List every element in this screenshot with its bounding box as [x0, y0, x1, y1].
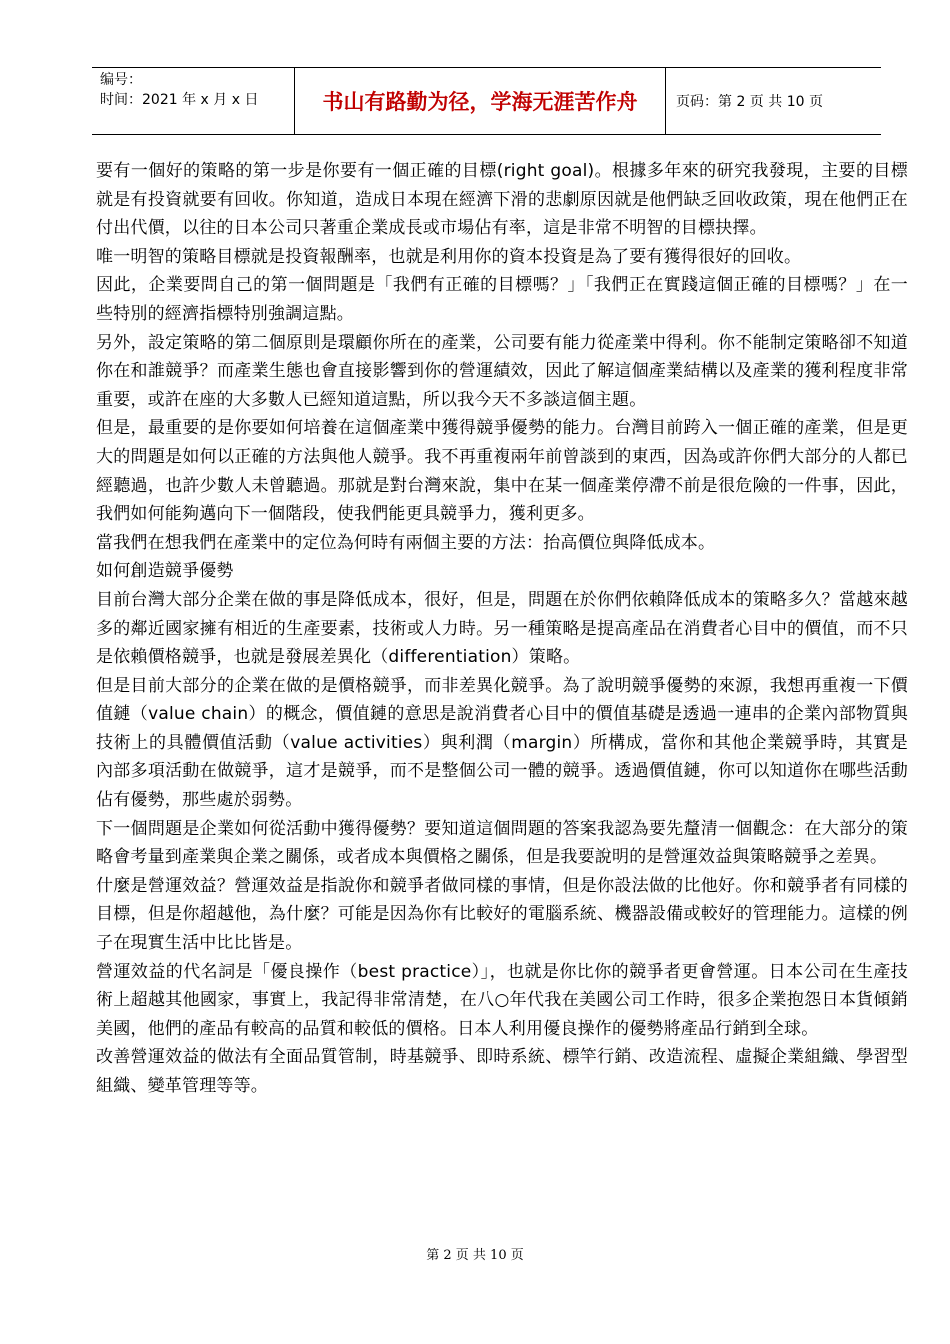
paragraph: 因此，企業要問自己的第一個問題是「我們有正確的目標嗎？」「我們正在實踐這個正確的目標嗎？」在一些特別的經濟指標特別強調這點。 — [96, 275, 908, 324]
document-body — [96, 157, 908, 1101]
header-motto: 书山有路勤为径，学海无涯苦作舟 — [294, 68, 666, 134]
paragraph: 但是目前大部分的企業在做的是價格競爭，而非差異化競爭。為了說明競爭優勢的來源，我想再重複一下價值鏈（value chain）的概念，價值鏈的意思是說消費者心目中的價值基礎是透過一連串的企業內部物質與技術上的具體價值活動（value activities）與利潤（margin）所構成，當你和其他企業競爭時，其實是內部多項活動在做競爭，這才是競爭，而不是整個公司一體的競爭。透過價值鏈，你可以知道你在哪些活動佔有優勢，那些處於弱勢。 — [96, 675, 908, 811]
header-meta — [92, 68, 294, 134]
paragraph: 改善營運效益的做法有全面品質管制，時基競爭、即時系統、標竿行銷、改造流程、虛擬企業組織、學習型組織、變革管理等等。 — [96, 1047, 908, 1096]
page-header — [92, 67, 881, 135]
paragraph: 當我們在想我們在產業中的定位為何時有兩個主要的方法：抬高價位與降低成本。 — [96, 532, 716, 553]
paragraph: 另外，設定策略的第二個原則是環顧你所在的產業，公司要有能力從產業中得利。你不能制定策略卻不知道你在和誰競爭？而產業生態也會直接影響到你的營運績效，因此了解這個產業結構以及產業的獲利程度非常重要，或許在座的大多數人已經知道這點，所以我今天不多談這個主題。 — [96, 332, 908, 410]
section-heading: 如何創造競爭優勢 — [96, 561, 234, 582]
paragraph: 目前台灣大部分企業在做的事是降低成本，很好，但是，問題在於你們依賴降低成本的策略多久？當越來越多的鄰近國家擁有相近的生產要素，技術或人力時。另一種策略是提高產品在消費者心目中的價值，而不只是依賴價格競爭，也就是發展差異化（differentiation）策略。 — [96, 589, 908, 668]
paragraph: 但是，最重要的是你要如何培養在這個產業中獲得競爭優勢的能力。台灣目前跨入一個正確的產業，但是更大的問題是如何以正確的方法與他人競爭。我不再重複兩年前曾談到的東西，因為或許你們大部分的人都已經聽過，也許少數人未曾聽過。那就是對台灣來說，集中在某一個產業停滯不前是很危險的一件事，因此，我們如何能夠邁向下一個階段，使我們能更具競爭力，獲利更多。 — [96, 418, 908, 525]
paragraph: 什麼是營運效益？營運效益是指說你和競爭者做同樣的事情，但是你設法做的比他好。你和競爭者有同樣的目標，但是你超越他，為什麼？可能是因為你有比較好的電腦系統、機器設備或較好的管理能力。這樣的例子在現實生活中比比皆是。 — [96, 875, 908, 954]
time-label: 时间：2021 年 x 月 x 日 — [100, 92, 259, 108]
paragraph: 下一個問題是企業如何從活動中獲得優勢？要知道這個問題的答案我認為要先釐清一個觀念：在大部分的策略會考量到產業與企業之關係，或者成本與價格之關係，但是我要說明的是營運效益與策略競爭之差異。 — [96, 818, 908, 868]
paragraph: 唯一明智的策略目標就是投資報酬率，也就是利用你的資本投資是為了要有獲得很好的回收。 — [96, 246, 802, 267]
header-page-info: 页码：第 2 页 共 10 页 — [676, 94, 823, 110]
page-footer: 第 2 页 共 10 页 — [426, 1248, 524, 1263]
paragraph: 營運效益的代名詞是「優良操作（best practice）」，也就是你比你的競爭者更會營運。日本公司在生產技術上超越其他國家，事實上，我記得非常清楚，在八○年代我在美國公司工作時，很多企業抱怨日本貨傾銷美國，他們的產品有較高的品質和較低的價格。日本人利用優良操作的優勢將產品行銷到全球。 — [96, 961, 908, 1039]
number-label: 编号： — [100, 72, 142, 88]
paragraph: 要有一個好的策略的第一步是你要有一個正確的目標(right goal)。根據多年來的研究我發現，主要的目標就是有投資就要有回收。你知道，造成日本現在經濟下滑的悲劇原因就是他們缺乏回收政策，現在他們正在付出代價，以往的日本公司只著重企業成長或市場佔有率，這是非常不明智的目標抉擇。 — [96, 161, 908, 239]
